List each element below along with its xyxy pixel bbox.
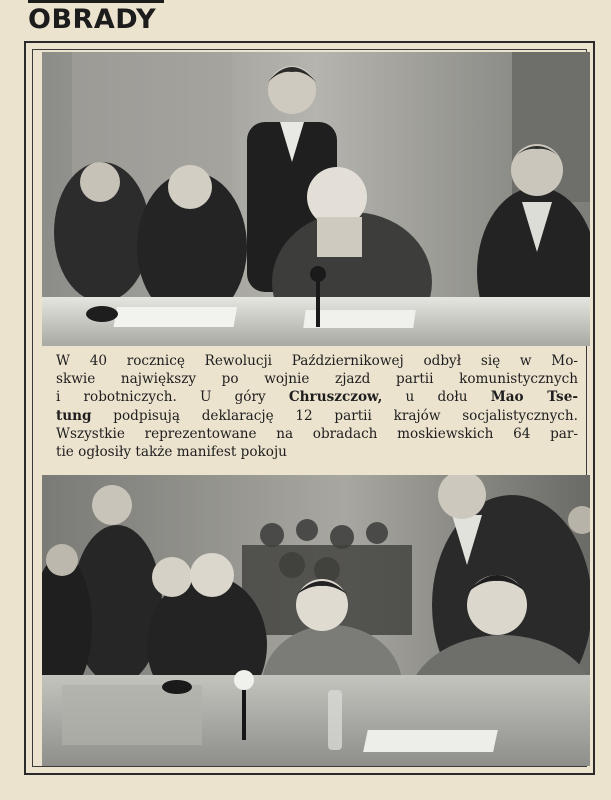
top-photo-signing — [42, 52, 590, 346]
caption-line-1: W 40 rocznicę Rewolucji Październikowej odbył się w Mo- — [56, 353, 578, 369]
caption-line-6: tie ogłosiły także manifest pokoju — [56, 444, 287, 461]
bottom-photo-signing — [42, 475, 590, 766]
caption-text: i robotniczych. U góry — [56, 389, 289, 406]
caption-line-5: Wszystkie reprezentowane na obradach moskiewskich 64 par- — [56, 425, 578, 442]
caption-text: u dołu — [382, 389, 491, 406]
caption-line-4 — [56, 407, 578, 425]
caption-text: podpisują deklarację 12 partii krajów socjalistycznych. — [91, 407, 578, 424]
caption-line-3 — [56, 388, 578, 406]
caption-name-mao-cont: tung — [56, 407, 92, 424]
top-photo-illustration — [42, 52, 590, 346]
photo-caption — [56, 352, 578, 461]
bottom-photo-illustration — [42, 475, 590, 766]
caption-line-2: skwie największy po wojnie zjazd partii komunistycznych — [56, 371, 578, 388]
caption-name-chruszczow: Chruszczow, — [288, 389, 383, 406]
section-title: OBRADY — [28, 4, 157, 35]
caption-name-mao: Mao Tse- — [490, 389, 579, 406]
